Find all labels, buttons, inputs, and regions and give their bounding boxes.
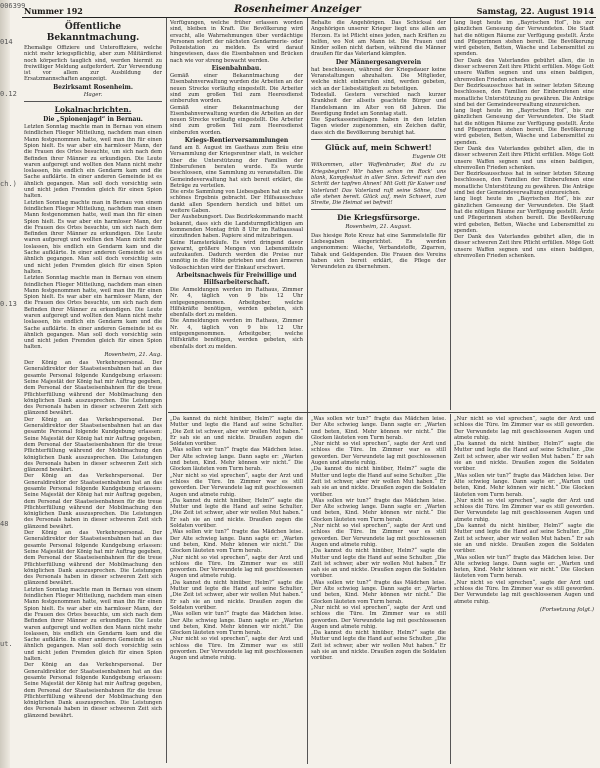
- column-1: [24, 20, 162, 765]
- story-text: „Was sollen wir tun?“ fragte das Mädchen leise. Der Alte schwieg lange. Dann sagte er: „Warten und beten, Kind. Mehr können wir nicht.“ Die Glocken läuteten vom Turm herab.: [454, 554, 594, 580]
- story-text: „Was sollen wir tun?“ fragte das Mädchen leise. Der Alte schwieg lange. Dann sagte er: „Warten und beten, Kind. Mehr können wir nicht.“ Die Glocken läuteten vom Turm herab.: [311, 579, 446, 605]
- article-text: lang liegt heute im „Bayrischen Hof“, bis zur gänzlichen Genesung der Verwundeten. Die Stadt hat die nötigen Räume zur Verfügung gestellt. Ärzte und Pflegerinnen stehen bereit. Die Bevölkerung wird gebeten, Betten, Wäsche und Lebensmittel zu spenden.: [454, 20, 594, 58]
- story-column-2: [311, 416, 446, 764]
- notice-title: Öffentliche Bekanntmachung.: [46, 22, 140, 43]
- story-text: „Da kannst du nicht hinüber, Helm?“ sagte die Mutter und legte die Hand auf seine Schulter. „Die Zeit ist schwer, aber wir wollen Mut haben.“ Er sah sie an und nickte. Draußen zogen die Soldaten vorüber.: [170, 579, 303, 611]
- article-text: Die Anmeldungen werden im Rathaus, Zimmer Nr. 4, täglich von 9 bis 12 Uhr entgegengenommen. Arbeitgeber, welche Hilfskräfte benötigen, werden gebeten, sich ebenfalls dort zu melden.: [170, 286, 303, 319]
- margin-mark: 48: [0, 520, 9, 528]
- story-text: „Was sollen wir tun?“ fragte das Mädchen leise. Der Alte schwieg lange. Dann sagte er: „Warten und beten, Kind. Mehr können wir nicht.“ Die Glocken läuteten vom Turm herab.: [454, 472, 594, 498]
- article-heading: Die Kriegsfürsorge.: [337, 213, 420, 223]
- continued-note: (Fortsetzung folgt.): [539, 606, 594, 613]
- story-text: „Was sollen wir tun?“ fragte das Mädchen leise. Der Alte schwieg lange. Dann sagte er: „Warten und beten, Kind. Mehr können wir nicht.“ Die Glocken läuteten vom Turm herab.: [170, 529, 303, 555]
- story-text: „Nur nicht so viel sprechen“, sagte der Arzt und schloss die Türe. Im Zimmer war es still geworden. Der Verwundete lag mit geschlossenen Augen und atmete ruhig.: [311, 523, 446, 548]
- feuilleton-rule: [168, 412, 596, 413]
- article-text: Letzten Sonntag machte man in Bernau von einem feindlichen Flieger Mitteilung, nachdem man einen Mann festgenommen hatte, weil man ihn für einen Spion hielt. Es war aber ein harmloser Mann, der die Frauen des Ortes besuchte, um sich nach dem Befinden ihrer Männer zu erkundigen. Die Leute waren aufgeregt und wollten den Mann nicht mehr loslassen, bis endlich ein Gendarm kam und die Sache aufklärte. In einer anderen Gemeinde ist es ähnlich gegangen. Man soll doch vorsichtig sein und nicht jeden Fremden gleich für einen Spion halten.: [24, 199, 162, 275]
- article-text: Die Sparkasseneinlagen haben in den letzten Tagen wieder zugenommen, ein Zeichen dafür, dass sich die Bevölkerung beruhigt hat.: [311, 117, 446, 136]
- story-text: „Was sollen wir tun?“ fragte das Mädchen leise. Der Alte schwieg lange. Dann sagte er: „Warten und beten, Kind. Mehr können wir nicht.“ Die Glocken läuteten vom Turm herab.: [311, 416, 446, 441]
- article-text: Todesfall. Gestern verschied nach kurzer Krankheit der allseits geachtete Bürger und Handelsmann im Alter von 68 Jahren. Die Beerdigung findet am Sonntag statt.: [311, 91, 446, 117]
- story-text: „Nur nicht so viel sprechen“, sagte der Arzt und schloss die Türe. Im Zimmer war es still geworden. Der Verwundete lag mit geschlossenen Augen und atmete ruhig.: [170, 472, 303, 498]
- story-text: „Nur nicht so viel sprechen“, sagte der Arzt und schloss die Türe. Im Zimmer war es still geworden. Der Verwundete lag mit geschlossenen Augen und atmete ruhig.: [454, 416, 594, 441]
- story-text: „Nur nicht so viel sprechen“, sagte der Arzt und schloss die Türe. Im Zimmer war es still geworden. Der Verwundete lag mit geschlossenen Augen und atmete ruhig.: [454, 497, 594, 523]
- separator: [311, 139, 446, 140]
- article-text: lang liegt heute im „Bayrischen Hof“, bis zur gänzlichen Genesung der Verwundeten. Die Stadt hat die nötigen Räume zur Verfügung gestellt. Ärzte und Pflegerinnen stehen bereit. Die Bevölkerung wird gebeten, Betten, Wäsche und Lebensmittel zu spenden.: [454, 196, 594, 234]
- story-column-3: [454, 416, 594, 764]
- article-text: Der König an das Verkehrspersonal. Der Generaldirektor der Staatseisenbahnen hat an das gesamte Personal folgende Kundgebung erlassen: Seine Majestät der König hat mir Auftrag gegeben, dem Personal der Staatseisenbahnen für die treue Pflichterfüllung während der Mobilmachung den königlichen Dank auszusprechen. Die Leistungen des Personals haben in dieser schweren Zeit sich glänzend bewährt.: [24, 530, 162, 587]
- article-text: Der König an das Verkehrspersonal. Der Generaldirektor der Staatseisenbahnen hat an das gesamte Personal folgende Kundgebung erlassen: Seine Majestät der König hat mir Auftrag gegeben, dem Personal der Staatseisenbahnen für die treue Pflichterfüllung während der Mobilmachung den königlichen Dank auszusprechen. Die Leistungen des Personals haben in dieser schweren Zeit sich glänzend bewährt.: [24, 473, 162, 530]
- story-text: „Was sollen wir tun?“ fragte das Mädchen leise. Der Alte schwieg lange. Dann sagte er: „Warten und beten, Kind. Mehr können wir nicht.“ Die Glocken läuteten vom Turm herab.: [170, 611, 303, 637]
- story-text: „Da kannst du nicht hinüber, Helm?“ sagte die Mutter und legte die Hand auf seine Schulter. „Die Zeit ist schwer, aber wir wollen Mut haben.“ Er sah sie an und nickte. Draußen zogen die Soldaten vorüber.: [311, 548, 446, 580]
- notice-body: Ehemalige Offiziere und Unteroffiziere, welche nicht mehr kriegspflichtig, aber zum Militärdienst noch körperlich tauglich sind, werden hiermit zu freiwilliger Meldung aufgefordert. Zur Verwendung ist vor allem zur Ausbildung der Ersatzmannschaften angezeigt.: [24, 45, 162, 83]
- margin-mark: 0.12: [0, 90, 17, 98]
- column-divider: [450, 18, 451, 410]
- article-text: Der König an das Verkehrspersonal. Der Generaldirektor der Staatseisenbahnen hat an das gesamte Personal folgende Kundgebung erlassen: Seine Majestät der König hat mir Auftrag gegeben, dem Personal der Staatseisenbahnen für die treue Pflichterfüllung während der Mobilmachung den königlichen Dank auszusprechen. Die Leistungen des Personals haben in dieser schweren Zeit sich glänzend bewährt.: [24, 416, 162, 474]
- story-text: „Was sollen wir tun?“ fragte das Mädchen leise. Der Alte schwieg lange. Dann sagte er: „Warten und beten, Kind. Mehr können wir nicht.“ Die Glocken läuteten vom Turm herab.: [311, 497, 446, 523]
- section-heading: Lokalnachrichten.: [54, 105, 132, 115]
- column-4: [454, 20, 594, 412]
- article-text: Gemäß einer Bekanntmachung der Eisenbahnverwaltung wurden die Arbeiten an der neuen Strecke vorläufig eingestellt. Die Arbeiter sind zum großen Teil zum Heeresdienst einberufen worden.: [170, 73, 303, 105]
- article-text: Der Aushebungsort. Das Bezirkskommando macht bekannt, dass sich die Landsturmpflichtigen am kommenden Montag früh 8 Uhr im Rathaussaal einzufinden haben. Papiere sind mitzubringen.: [170, 214, 303, 240]
- notice-authority: Bezirksamt Rosenheim.: [53, 83, 133, 91]
- margin-mark: 0.13: [0, 300, 17, 308]
- article-heading: Eisenbahnbau.: [211, 65, 262, 73]
- margin-mark: ch.): [0, 180, 17, 188]
- dateline: Rosenheim, 21. Aug.: [104, 351, 162, 358]
- poem-author: Eugenie Ott: [412, 154, 446, 161]
- column-divider: [307, 414, 308, 764]
- story-text: „Da kannst du nicht hinüber, Helm?“ sagte die Mutter und legte die Hand auf seine Schulter. „Die Zeit ist schwer, aber wir wollen Mut haben.“ Er sah sie an und nickte. Draußen zogen die Soldaten vorüber.: [311, 630, 446, 662]
- article-text: Letzten Sonntag machte man in Bernau von einem feindlichen Flieger Mitteilung, nachdem man einen Mann festgenommen hatte, weil man ihn für einen Spion hielt. Es war aber ein harmloser Mann, der die Frauen des Ortes besuchte, um sich nach dem Befinden ihrer Männer zu erkundigen. Die Leute waren aufgeregt und wollten den Mann nicht mehr loslassen, bis endlich ein Gendarm kam und die Sache aufklärte. In einer anderen Gemeinde ist es ähnlich gegangen. Man soll doch vorsichtig sein und nicht jeden Fremden gleich für einen Spion halten.: [24, 124, 162, 200]
- poem-title: Glück auf, mein Schwert!: [325, 143, 432, 153]
- story-text: „Da kannst du nicht hinüber, Helm?“ sagte die Mutter und legte die Hand auf seine Schulter. „Die Zeit ist schwer, aber wir wollen Mut haben.“ Er sah sie an und nickte. Draußen zogen die Soldaten vorüber.: [170, 497, 303, 530]
- article-heading: Arbeitsnachweis für Freiwillige und Hilfsarbeiterschaft.: [176, 271, 297, 286]
- masthead: [24, 3, 594, 17]
- article-text: Letzten Sonntag machte man in Bernau von einem feindlichen Flieger Mitteilung, nachdem man einen Mann festgenommen hatte, weil man ihn für einen Spion hielt. Es war aber ein harmloser Mann, der die Frauen des Ortes besuchte, um sich nach dem Befinden ihrer Männer zu erkundigen. Die Leute waren aufgeregt und wollten den Mann nicht mehr loslassen, bis endlich ein Gendarm kam und die Sache aufklärte. In einer anderen Gemeinde ist es ähnlich gegangen. Man soll doch vorsichtig sein und nicht jeden Fremden gleich für einen Spion halten.: [24, 275, 162, 351]
- column-divider: [166, 18, 167, 763]
- dateline: Rosenheim, 21. August.: [345, 224, 412, 231]
- article-text: Keine Hamsterkäufe. Es wird dringend davor gewarnt, größere Mengen von Lebensmitteln aufzukaufen. Dadurch werden die Preise nur unnötig in die Höhe getrieben und den ärmeren Volksschichten wird der Einkauf erschwert.: [170, 239, 303, 271]
- article-subtitle: Die „Spionenjagd“ in Bernau.: [43, 116, 143, 124]
- scan-edge: [0, 0, 26, 768]
- article-heading: Der Männergesangverein: [335, 58, 422, 66]
- margin-mark: 014: [0, 38, 13, 46]
- margin-mark: ut.: [0, 640, 13, 648]
- story-text: „Da kannst du nicht hinüber, Helm?“ sagte die Mutter und legte die Hand auf seine Schulter. „Die Zeit ist schwer, aber wir wollen Mut haben.“ Er sah sie an und nickte. Draußen zogen die Soldaten vorüber.: [454, 441, 594, 473]
- article-text: Behalte die Angehörigen. Das Schicksal der Angehörigen unserer Krieger liegt uns allen am Herzen. Es ist Pflicht eines jeden, nach Kräften zu helfen, wo Not am Mann ist. Die Frauen und Kinder sollen nicht darben, während die Männer draußen für das Vaterland kämpfen.: [311, 20, 446, 58]
- article-text: Der Bezirksausschuss hat in seiner letzten Sitzung beschlossen, den Familien der Einberufenen eine monatliche Unterstützung zu gewähren. Die Anträge sind bei der Gemeindeverwaltung einzureichen.: [454, 82, 594, 108]
- column-2: [170, 20, 303, 412]
- story-text: „Nur nicht so viel sprechen“, sagte der Arzt und schloss die Türe. Im Zimmer war es still geworden. Der Verwundete lag mit geschlossenen Augen und atmete ruhig.: [454, 579, 594, 605]
- story-text: „Nur nicht so viel sprechen“, sagte der Arzt und schloss die Türe. Im Zimmer war es still geworden. Der Verwundete lag mit geschlossenen Augen und atmete ruhig.: [170, 554, 303, 580]
- story-text: „Da kannst du nicht hinüber, Helm?“ sagte die Mutter und legte die Hand auf seine Schulter. „Die Zeit ist schwer, aber wir wollen Mut haben.“ Er sah sie an und nickte. Draußen zogen die Soldaten vorüber.: [170, 416, 303, 448]
- article-text: hat beschlossen, während der Kriegsdauer keine Veranstaltungen abzuhalten. Die Mitglieder, welche nicht einberufen sind, werden gebeten, sich an der Liebestätigkeit zu beteiligen.: [311, 66, 446, 92]
- article-text: Der König an das Verkehrspersonal. Der Generaldirektor der Staatseisenbahnen hat an das gesamte Personal folgende Kundgebung erlassen: Seine Majestät der König hat mir Auftrag gegeben, dem Personal der Staatseisenbahnen für die treue Pflichterfüllung während der Mobilmachung den königlichen Dank auszusprechen. Die Leistungen des Personals haben in dieser schweren Zeit sich glänzend bewährt.: [24, 360, 162, 417]
- article-heading: Kriegs-Rentierversammlungen: [184, 137, 289, 145]
- article-text: Gemäß einer Bekanntmachung der Eisenbahnverwaltung wurden die Arbeiten an der neuen Strecke vorläufig eingestellt. Die Arbeiter sind zum großen Teil zum Heeresdienst einberufen worden.: [170, 104, 303, 136]
- story-text: „Nur nicht so viel sprechen“, sagte der Arzt und schloss die Türe. Im Zimmer war es still geworden. Der Verwundete lag mit geschlossenen Augen und atmete ruhig.: [311, 441, 446, 467]
- article-text: Der Bezirksausschuss hat in seiner letzten Sitzung beschlossen, den Familien der Einberufenen eine monatliche Unterstützung zu gewähren. Die Anträge sind bei der Gemeindeverwaltung einzureichen.: [454, 171, 594, 197]
- story-text: „Nur nicht so viel sprechen“, sagte der Arzt und schloss die Türe. Im Zimmer war es still geworden. Der Verwundete lag mit geschlossenen Augen und atmete ruhig.: [170, 636, 303, 662]
- article-text: Das hiesige Rote Kreuz hat eine Sammelstelle für Liebesgaben eingerichtet. Es werden angenommen: Wäsche, Verbandstoffe, Zigarren, Tabak und Geldspenden. Die Frauen des Vereins haben sich bereit erklärt, die Pflege der Verwundeten zu übernehmen.: [311, 232, 446, 271]
- separator: [311, 209, 446, 210]
- margin-mark: 006399: [0, 2, 26, 10]
- story-text: „Da kannst du nicht hinüber, Helm?“ sagte die Mutter und legte die Hand auf seine Schulter. „Die Zeit ist schwer, aber wir wollen Mut haben.“ Er sah sie an und nickte. Draußen zogen die Soldaten vorüber.: [454, 523, 594, 555]
- article-text: Die Anmeldungen werden im Rathaus, Zimmer Nr. 4, täglich von 9 bis 12 Uhr entgegengenommen. Arbeitgeber, welche Hilfskräfte benötigen, werden gebeten, sich ebenfalls dort zu melden.: [170, 318, 303, 350]
- column-divider: [450, 414, 451, 764]
- story-column-1: [170, 416, 303, 764]
- article-text: Letzten Sonntag machte man in Bernau von einem feindlichen Flieger Mitteilung, nachdem man einen Mann festgenommen hatte, weil man ihn für einen Spion hielt. Es war aber ein harmloser Mann, der die Frauen des Ortes besuchte, um sich nach dem Befinden ihrer Männer zu erkundigen. Die Leute waren aufgeregt und wollten den Mann nicht mehr loslassen, bis endlich ein Gendarm kam und die Sache aufklärte. In einer anderen Gemeinde ist es ähnlich gegangen. Man soll doch vorsichtig sein und nicht jeden Fremden gleich für einen Spion halten.: [24, 586, 162, 663]
- column-3: [311, 20, 446, 412]
- story-text: „Nur nicht so viel sprechen“, sagte der Arzt und schloss die Türe. Im Zimmer war es still geworden. Der Verwundete lag mit geschlossenen Augen und atmete ruhig.: [311, 604, 446, 630]
- article-text: Der Dank des Vaterlandes gebührt allen, die in dieser schweren Zeit ihre Pflicht erfüllen. Möge Gott unsere Waffen segnen und uns einen baldigen, ehrenvollen Frieden schenken.: [454, 57, 594, 83]
- article-text: Der König an das Verkehrspersonal. Der Generaldirektor der Staatseisenbahnen hat an das gesamte Personal folgende Kundgebung erlassen: Seine Majestät der König hat mir Auftrag gegeben, dem Personal der Staatseisenbahnen für die treue Pflichterfüllung während der Mobilmachung den königlichen Dank auszusprechen. Die Leistungen des Personals haben in dieser schweren Zeit sich glänzend bewährt.: [24, 662, 162, 719]
- article-text: Die erste Sammlung von Liebesgaben hat ein sehr schönes Ergebnis gebracht. Der Hilfsausschuss dankt allen Spendern herzlich und bittet um weitere Gaben.: [170, 189, 303, 215]
- article-text: Der Dank des Vaterlandes gebührt allen, die in dieser schweren Zeit ihre Pflicht erfüllen. Möge Gott unsere Waffen segnen und uns einen baldigen, ehrenvollen Frieden schenken.: [454, 234, 594, 259]
- issue-number: Nummer 192: [24, 6, 83, 16]
- issue-date: Samstag, 22. August 1914: [476, 6, 594, 16]
- story-text: „Was sollen wir tun?“ fragte das Mädchen leise. Der Alte schwieg lange. Dann sagte er: „Warten und beten, Kind. Mehr können wir nicht.“ Die Glocken läuteten vom Turm herab.: [170, 447, 303, 473]
- story-text: „Da kannst du nicht hinüber, Helm?“ sagte die Mutter und legte die Hand auf seine Schulter. „Die Zeit ist schwer, aber wir wollen Mut haben.“ Er sah sie an und nickte. Draußen zogen die Soldaten vorüber.: [311, 466, 446, 498]
- header-rule: [22, 17, 596, 18]
- article-text: lang liegt heute im „Bayrischen Hof“, bis zur gänzlichen Genesung der Verwundeten. Die Stadt hat die nötigen Räume zur Verfügung gestellt. Ärzte und Pflegerinnen stehen bereit. Die Bevölkerung wird gebeten, Betten, Wäsche und Lebensmittel zu spenden.: [454, 108, 594, 146]
- notice-signature: Hager.: [83, 91, 103, 98]
- separator: [24, 101, 162, 102]
- poem-text: Wilkommen, alter Waffenbruder, Bist du zu Kriegsbeginn? Wir haben schon im Rock' uns blank, Kampfeslust in aller Sinn. Schreit' nun den Schritt der tapfren Ahnen! Mit Gott für Kaiser und Vaterland! Das Vaterland ruft seine Söhne, Und alle stehen bereit. Glück auf, mein Schwert, zum Streite, Die Heimat sei befreit!: [311, 162, 446, 207]
- newspaper-title: Rosenheimer Anzeiger: [234, 4, 361, 15]
- article-text: fand am 8. August im Gasthaus zum Bräu eine Versammlung der Kriegsrentner statt, in welcher über die Unterstützung der Familien der Einberufenen beraten wurde. Es wurde beschlossen, eine Sammlung zu veranstalten. Die Gemeindeverwaltung hat sich bereit erklärt, die Beträge zu verteilen.: [170, 145, 303, 189]
- article-text: Der Dank des Vaterlandes gebührt allen, die in dieser schweren Zeit ihre Pflicht erfüllen. Möge Gott unsere Waffen segnen und uns einen baldigen, ehrenvollen Frieden schenken.: [454, 145, 594, 171]
- article-text: Verfügungen, welche früher erlassen worden sind, bleiben in Kraft. Die Bevölkerung wird ersucht, alle Wahrnehmungen über verdächtige Personen sofort der nächsten Gendarmerie- oder Polizeistation zu melden. Es wird darauf hingewiesen, dass die Eisenbahnen und Brücken nach wie vor streng bewacht werden.: [170, 20, 303, 64]
